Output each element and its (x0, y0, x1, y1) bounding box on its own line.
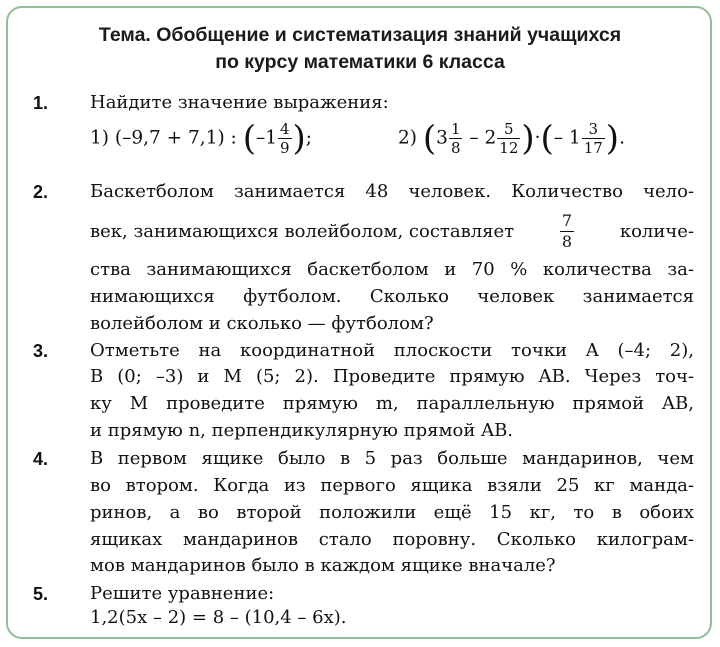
paren-close: ) (605, 118, 620, 159)
page-title-line-1: Тема. Обобщение и систематизация знаний учащихся (98, 24, 622, 46)
task-1-number: 1. (33, 93, 49, 113)
fraction-1-8 (449, 121, 463, 156)
task-2-line-2-start: век, занимающихся волейболом, составляет (90, 221, 515, 242)
fraction-3-17 (582, 121, 605, 156)
task-2-line-1: Баскетболом занимается 48 человек. Количество чело- (90, 181, 694, 202)
fraction-4-9 (278, 121, 292, 156)
page-title-line-2: по курсу математики 6 класса (215, 51, 505, 73)
task-1-expression-2 (398, 118, 625, 159)
minus-two: – 2 (469, 127, 497, 149)
task-2-line-2 (90, 212, 694, 251)
task-4-line-1: В первом ящике было в 5 раз больше мандаринов, чем (90, 448, 694, 469)
task-4-line-3: ринов, а во второй положили ещё 15 кг, то в обоих (90, 502, 694, 523)
expr-2-end: . (619, 127, 625, 149)
fraction-denominator: 8 (561, 232, 573, 251)
fraction-denominator: 9 (279, 139, 290, 157)
fraction-7-8 (560, 212, 574, 251)
fraction-denominator: 17 (583, 139, 603, 157)
task-3-number: 3. (33, 341, 49, 361)
expr-1-sign: –1 (255, 127, 277, 149)
task-4-line-5: мов мандаринов было в каждом ящике вначале? (90, 555, 556, 576)
expr-1-body: (–9,7 + 7,1) : (114, 127, 237, 149)
task-3-line-4: и прямую n, перпендикулярную прямой AB. (90, 420, 514, 441)
task-3-line-1: Отметьте на координатной плоскости точки A (–4; 2), (90, 340, 694, 361)
task-2-line-4: нимающихся футболом. Сколько человек занимается (90, 286, 694, 307)
minus-one: – 1 (553, 127, 581, 149)
paren-close: ) (521, 118, 535, 159)
task-4-number: 4. (33, 449, 49, 469)
paren-open: ( (540, 118, 554, 159)
fraction-5-12 (497, 121, 520, 156)
task-5-equation: 1,2(5x – 2) = 8 – (10,4 – 6x). (90, 607, 347, 628)
task-2-line-3: ства занимающихся баскетболом и 70 % количества за- (90, 259, 694, 280)
multiply-dot: · (534, 127, 541, 149)
task-3-line-2: B (0; –3) и M (5; 2). Проведите прямую AB. Через точ- (90, 366, 694, 387)
paren-open: ( (242, 118, 256, 159)
task-5-number: 5. (33, 584, 49, 604)
task-5-line-1: Решите уравнение: (90, 583, 275, 604)
task-1-expression-1 (90, 118, 313, 159)
task-3-line-3: ку M проведите прямую m, параллельную прямой AB, (90, 393, 694, 414)
task-4-line-4: ящиках мандаринов стало поровну. Сколько килограм- (90, 529, 694, 550)
fraction-numerator: 5 (497, 121, 520, 139)
task-2-number: 2. (33, 182, 49, 202)
fraction-numerator: 7 (561, 211, 573, 230)
fraction-numerator: 3 (582, 121, 605, 139)
task-2-line-5: волейболом и сколько — футболом? (90, 313, 434, 334)
task-2-line-2-end: количе- (619, 221, 694, 242)
fraction-numerator: 4 (279, 120, 290, 138)
mixed-whole-3: 3 (436, 127, 448, 149)
expr-1-label: 1) (90, 127, 109, 149)
task-4-line-2: во втором. Когда из первого ящика взяли 25 кг манда- (90, 475, 694, 496)
paren-close: ) (292, 118, 306, 159)
paren-open: ( (422, 118, 437, 159)
fraction-denominator: 12 (499, 139, 519, 157)
fraction-denominator: 8 (450, 139, 461, 157)
expr-1-end: ; (305, 127, 313, 149)
task-1-intro: Найдите значение выражения: (90, 92, 389, 113)
fraction-numerator: 1 (450, 120, 461, 138)
expr-2-label: 2) (398, 127, 417, 149)
